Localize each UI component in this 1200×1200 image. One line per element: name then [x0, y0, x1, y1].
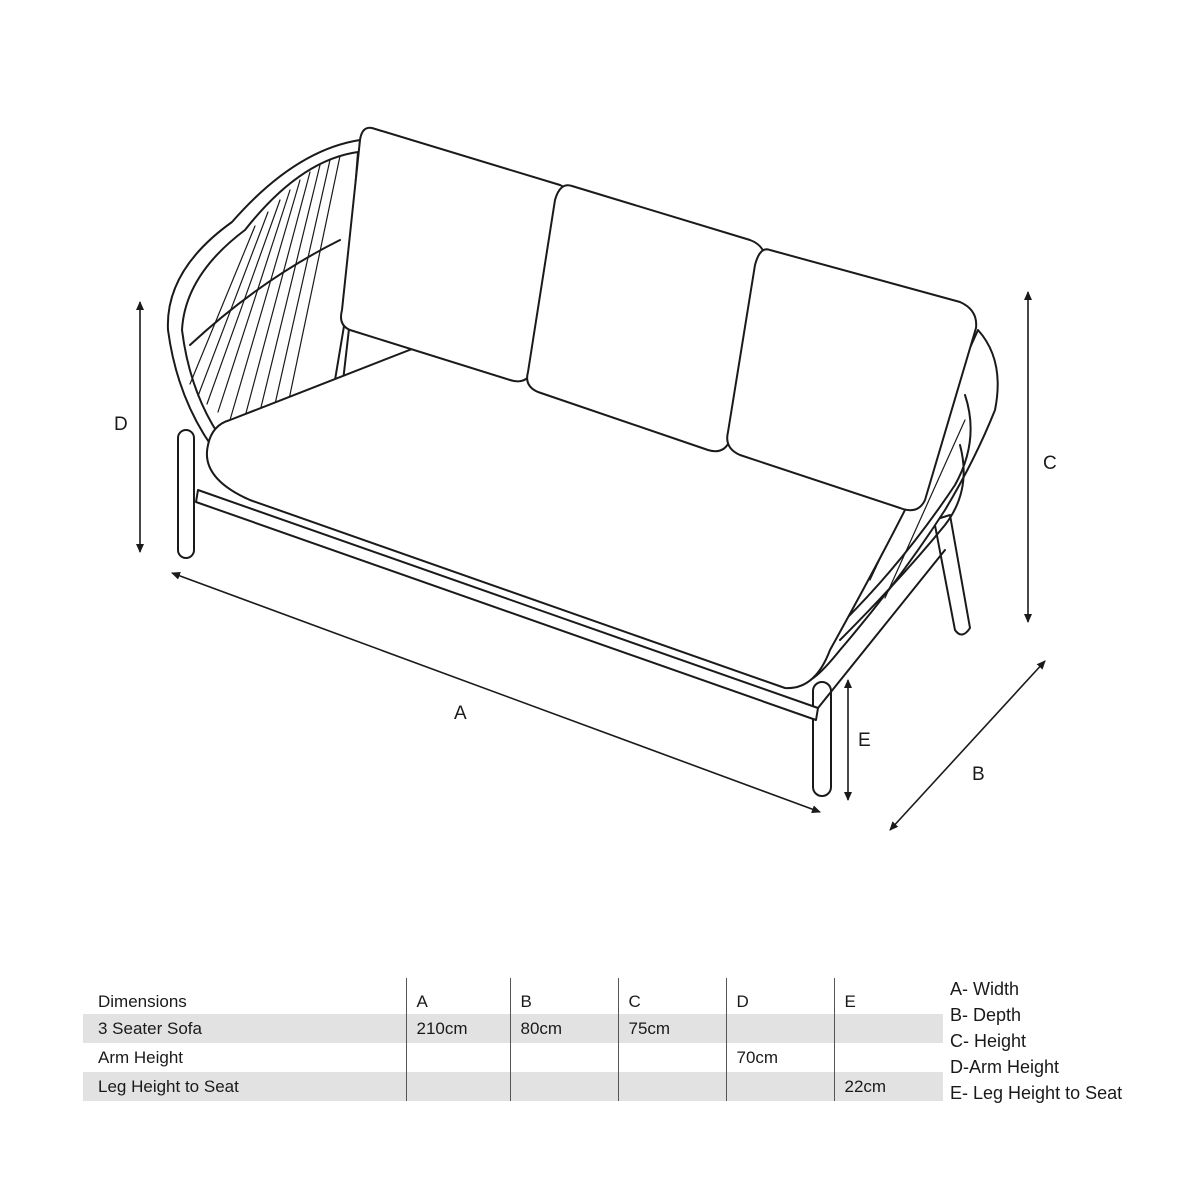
cell-b	[510, 1072, 618, 1101]
dimension-legend	[950, 976, 1122, 1106]
dimension-label-a: A	[454, 703, 467, 724]
dimension-label-b: B	[972, 764, 985, 785]
cell-c	[618, 1072, 726, 1101]
dimensions-table	[83, 978, 943, 1101]
header-a: A	[406, 978, 510, 1014]
legend-item-width: A- Width	[950, 979, 1020, 999]
dimensions-table-container	[83, 978, 943, 1101]
header-b: B	[510, 978, 618, 1014]
cell-b: 80cm	[510, 1014, 618, 1043]
cell-a: 210cm	[406, 1014, 510, 1043]
cell-a	[406, 1072, 510, 1101]
leg-front-right	[813, 682, 831, 796]
legend-item-depth: B- Depth	[950, 1005, 1022, 1025]
cell-e	[834, 1014, 943, 1043]
table-row	[83, 1072, 943, 1101]
sofa-drawing	[168, 128, 998, 796]
dimension-arrow-b	[890, 661, 1045, 830]
header-dimensions: Dimensions	[98, 992, 187, 1011]
cell-c: 75cm	[618, 1014, 726, 1043]
cell-d	[726, 1014, 834, 1043]
cell-b	[510, 1043, 618, 1072]
row-label: Arm Height	[98, 1047, 184, 1067]
cell-c	[618, 1043, 726, 1072]
header-e: E	[834, 978, 943, 1014]
legend-item-arm-height: D-Arm Height	[950, 1057, 1060, 1077]
dimension-label-c: C	[1043, 453, 1057, 474]
cell-e	[834, 1043, 943, 1072]
dimension-label-d: D	[114, 414, 128, 435]
cell-e: 22cm	[834, 1072, 943, 1101]
header-c: C	[618, 978, 726, 1014]
dimension-label-e: E	[858, 730, 871, 751]
row-label: Leg Height to Seat	[83, 1072, 406, 1101]
legend-item-height: C- Height	[950, 1031, 1027, 1051]
cell-d: 70cm	[726, 1043, 834, 1072]
row-label: 3 Seater Sofa	[83, 1014, 406, 1043]
cell-d	[726, 1072, 834, 1101]
cell-a	[406, 1043, 510, 1072]
table-row	[83, 1014, 943, 1043]
legend-item-leg-height: E- Leg Height to Seat	[950, 1083, 1123, 1103]
leg-front-left	[178, 430, 194, 558]
header-d: D	[726, 978, 834, 1014]
table-row	[83, 1043, 943, 1072]
table-header-row	[83, 978, 943, 1014]
